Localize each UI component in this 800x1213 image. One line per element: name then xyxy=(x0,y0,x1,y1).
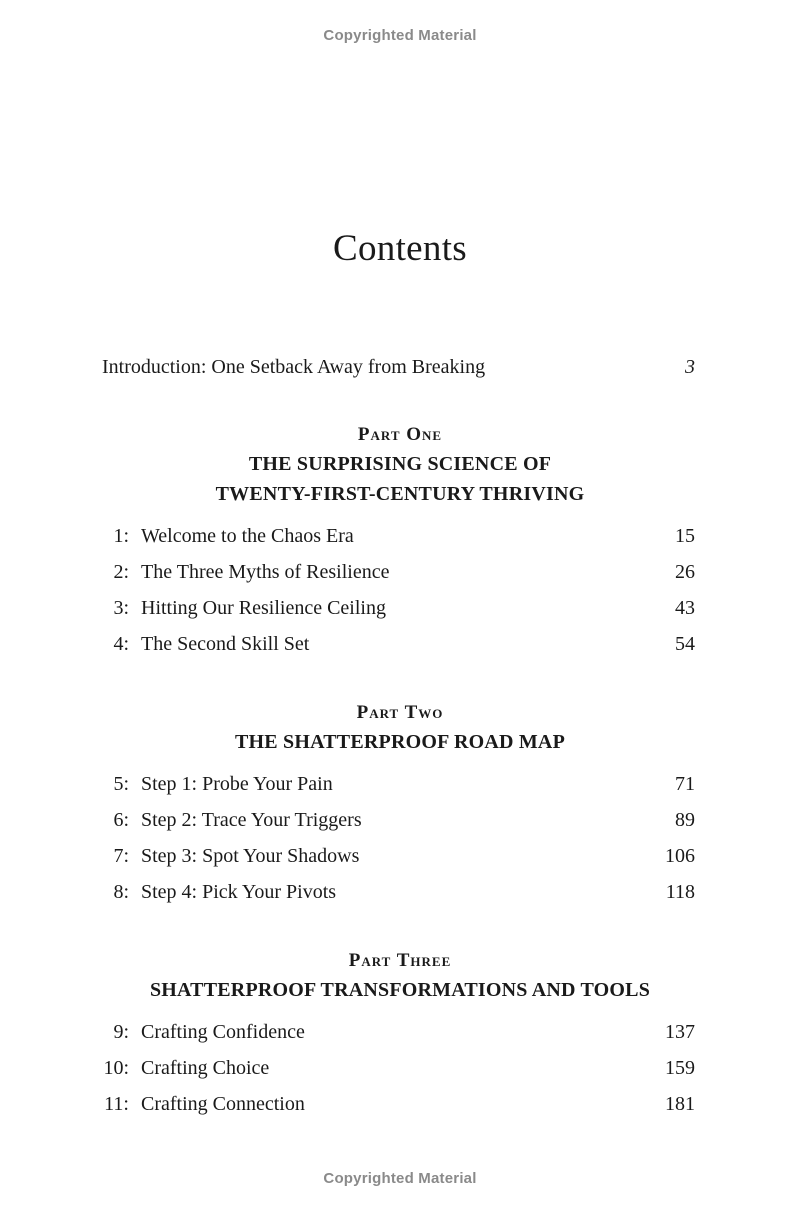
chapter-number: 1: xyxy=(113,525,129,547)
part-one-title-line-2: TWENTY-FIRST-CENTURY THRIVING xyxy=(215,483,585,505)
chapter-page: 71 xyxy=(675,773,695,795)
copyright-watermark-top: Copyrighted Material xyxy=(323,27,477,44)
toc-entry xyxy=(0,633,800,663)
toc-entry xyxy=(0,1057,800,1087)
page-title: Contents xyxy=(333,227,467,269)
part-one-label: Part One xyxy=(357,424,443,445)
toc-entry xyxy=(0,1093,800,1123)
chapter-title: Crafting Confidence xyxy=(141,1021,305,1043)
part-two-title: THE SHATTERPROOF ROAD MAP xyxy=(234,731,565,753)
chapter-number: 6: xyxy=(113,809,129,831)
chapter-number: 11: xyxy=(104,1093,129,1115)
part-three-title: SHATTERPROOF TRANSFORMATIONS AND TOOLS xyxy=(149,979,651,1001)
part-three-label: Part Three xyxy=(348,950,452,971)
chapter-page: 181 xyxy=(665,1093,695,1115)
chapter-title: Step 2: Trace Your Triggers xyxy=(141,809,362,831)
toc-entry xyxy=(0,809,800,839)
toc-entry xyxy=(0,561,800,591)
chapter-page: 15 xyxy=(675,525,695,547)
toc-entry xyxy=(0,845,800,875)
toc-entry xyxy=(0,525,800,555)
chapter-page: 118 xyxy=(665,881,695,903)
chapter-title: The Three Myths of Resilience xyxy=(141,561,390,583)
chapter-number: 2: xyxy=(113,561,129,583)
chapter-number: 4: xyxy=(113,633,129,655)
chapter-number: 8: xyxy=(113,881,129,903)
chapter-number: 5: xyxy=(113,773,129,795)
chapter-page: 43 xyxy=(675,597,695,619)
part-two-label: Part Two xyxy=(356,702,444,723)
toc-entry xyxy=(0,881,800,911)
chapter-title: Step 3: Spot Your Shadows xyxy=(141,845,360,867)
chapter-page: 89 xyxy=(675,809,695,831)
copyright-watermark-bottom: Copyrighted Material xyxy=(323,1170,477,1187)
chapter-title: Step 4: Pick Your Pivots xyxy=(141,881,337,903)
chapter-title: Hitting Our Resilience Ceiling xyxy=(141,597,386,619)
toc-entry xyxy=(0,1021,800,1051)
chapter-page: 137 xyxy=(665,1021,695,1043)
chapter-number: 10: xyxy=(103,1057,129,1079)
chapter-title: The Second Skill Set xyxy=(141,633,310,655)
chapter-page: 159 xyxy=(665,1057,695,1079)
toc-entry xyxy=(0,773,800,803)
toc-entry xyxy=(0,597,800,627)
chapter-title: Crafting Connection xyxy=(141,1093,305,1115)
part-one-title-line-1: THE SURPRISING SCIENCE OF xyxy=(248,453,552,475)
chapter-number: 7: xyxy=(113,845,129,867)
chapter-number: 9: xyxy=(113,1021,129,1043)
chapter-page: 54 xyxy=(675,633,695,655)
toc-entry-introduction xyxy=(0,356,800,386)
chapter-page: 106 xyxy=(665,845,695,867)
entry-title: Introduction: One Setback Away from Breaking xyxy=(102,356,486,378)
chapter-title: Welcome to the Chaos Era xyxy=(141,525,354,547)
chapter-page: 26 xyxy=(675,561,695,583)
chapter-title: Step 1: Probe Your Pain xyxy=(141,773,333,795)
chapter-number: 3: xyxy=(113,597,129,619)
chapter-title: Crafting Choice xyxy=(141,1057,270,1079)
entry-page-number: 3 xyxy=(685,356,695,378)
